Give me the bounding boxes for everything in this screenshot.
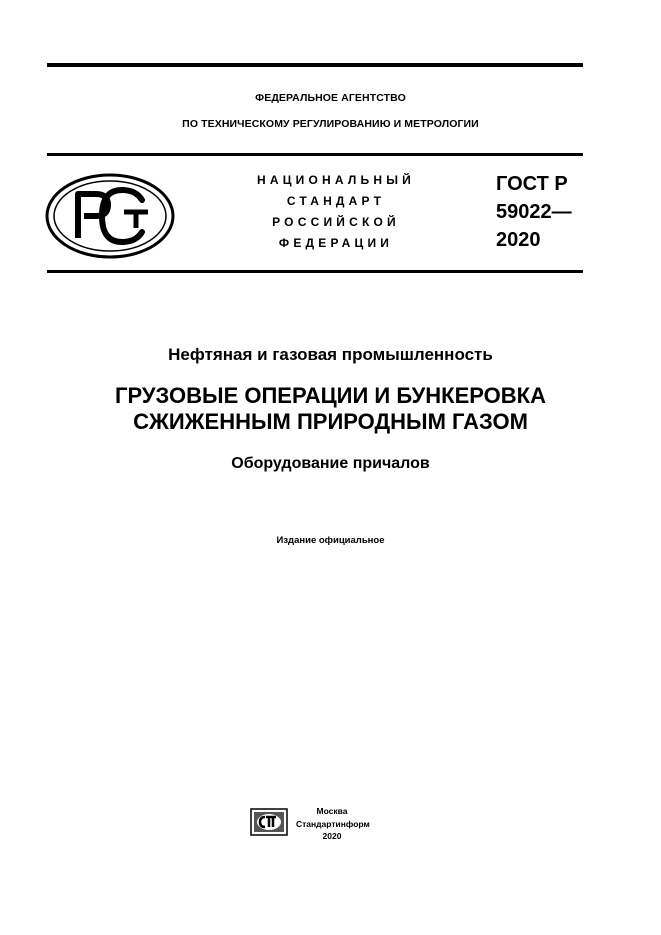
designation-line: 59022— [496,201,572,223]
standard-type-line: РОССИЙСКОЙ [272,215,400,229]
agency-name-line2: ПО ТЕХНИЧЕСКОМУ РЕГУЛИРОВАНИЮ И МЕТРОЛОГИИ [182,118,479,130]
agency-name-line1: ФЕДЕРАЛЬНОЕ АГЕНТСТВО [255,92,406,104]
standard-type [236,170,436,254]
standartinform-logo-icon [249,806,289,838]
standard-type-line: СТАНДАРТ [286,194,386,208]
title-line: ГРУЗОВЫЕ ОПЕРАЦИИ И БУНКЕРОВКА [115,383,546,408]
top-rule [47,63,583,67]
publisher-name: Стандартинформ [296,818,370,829]
standard-type-line: ФЕДЕРАЦИИ [278,236,394,250]
edition-label: Издание официальное [276,535,385,546]
title-line: СЖИЖЕННЫМ ПРИРОДНЫМ ГАЗОМ [133,409,528,434]
designation-line: 2020 [496,229,541,251]
header-bottom-rule [47,270,583,273]
header-rule [47,153,583,156]
document-part: Оборудование причалов [231,455,430,472]
publisher-city: Москва [316,806,348,816]
publisher-year: 2020 [322,831,342,841]
publisher-info [296,805,368,843]
industry-subtitle: Нефтяная и газовая промышленность [168,345,493,364]
rst-certification-mark-icon [44,172,176,260]
document-title [0,383,661,435]
standard-designation [496,170,572,254]
standard-type-line: НАЦИОНАЛЬНЫЙ [256,173,416,187]
designation-line: ГОСТ Р [496,173,568,195]
